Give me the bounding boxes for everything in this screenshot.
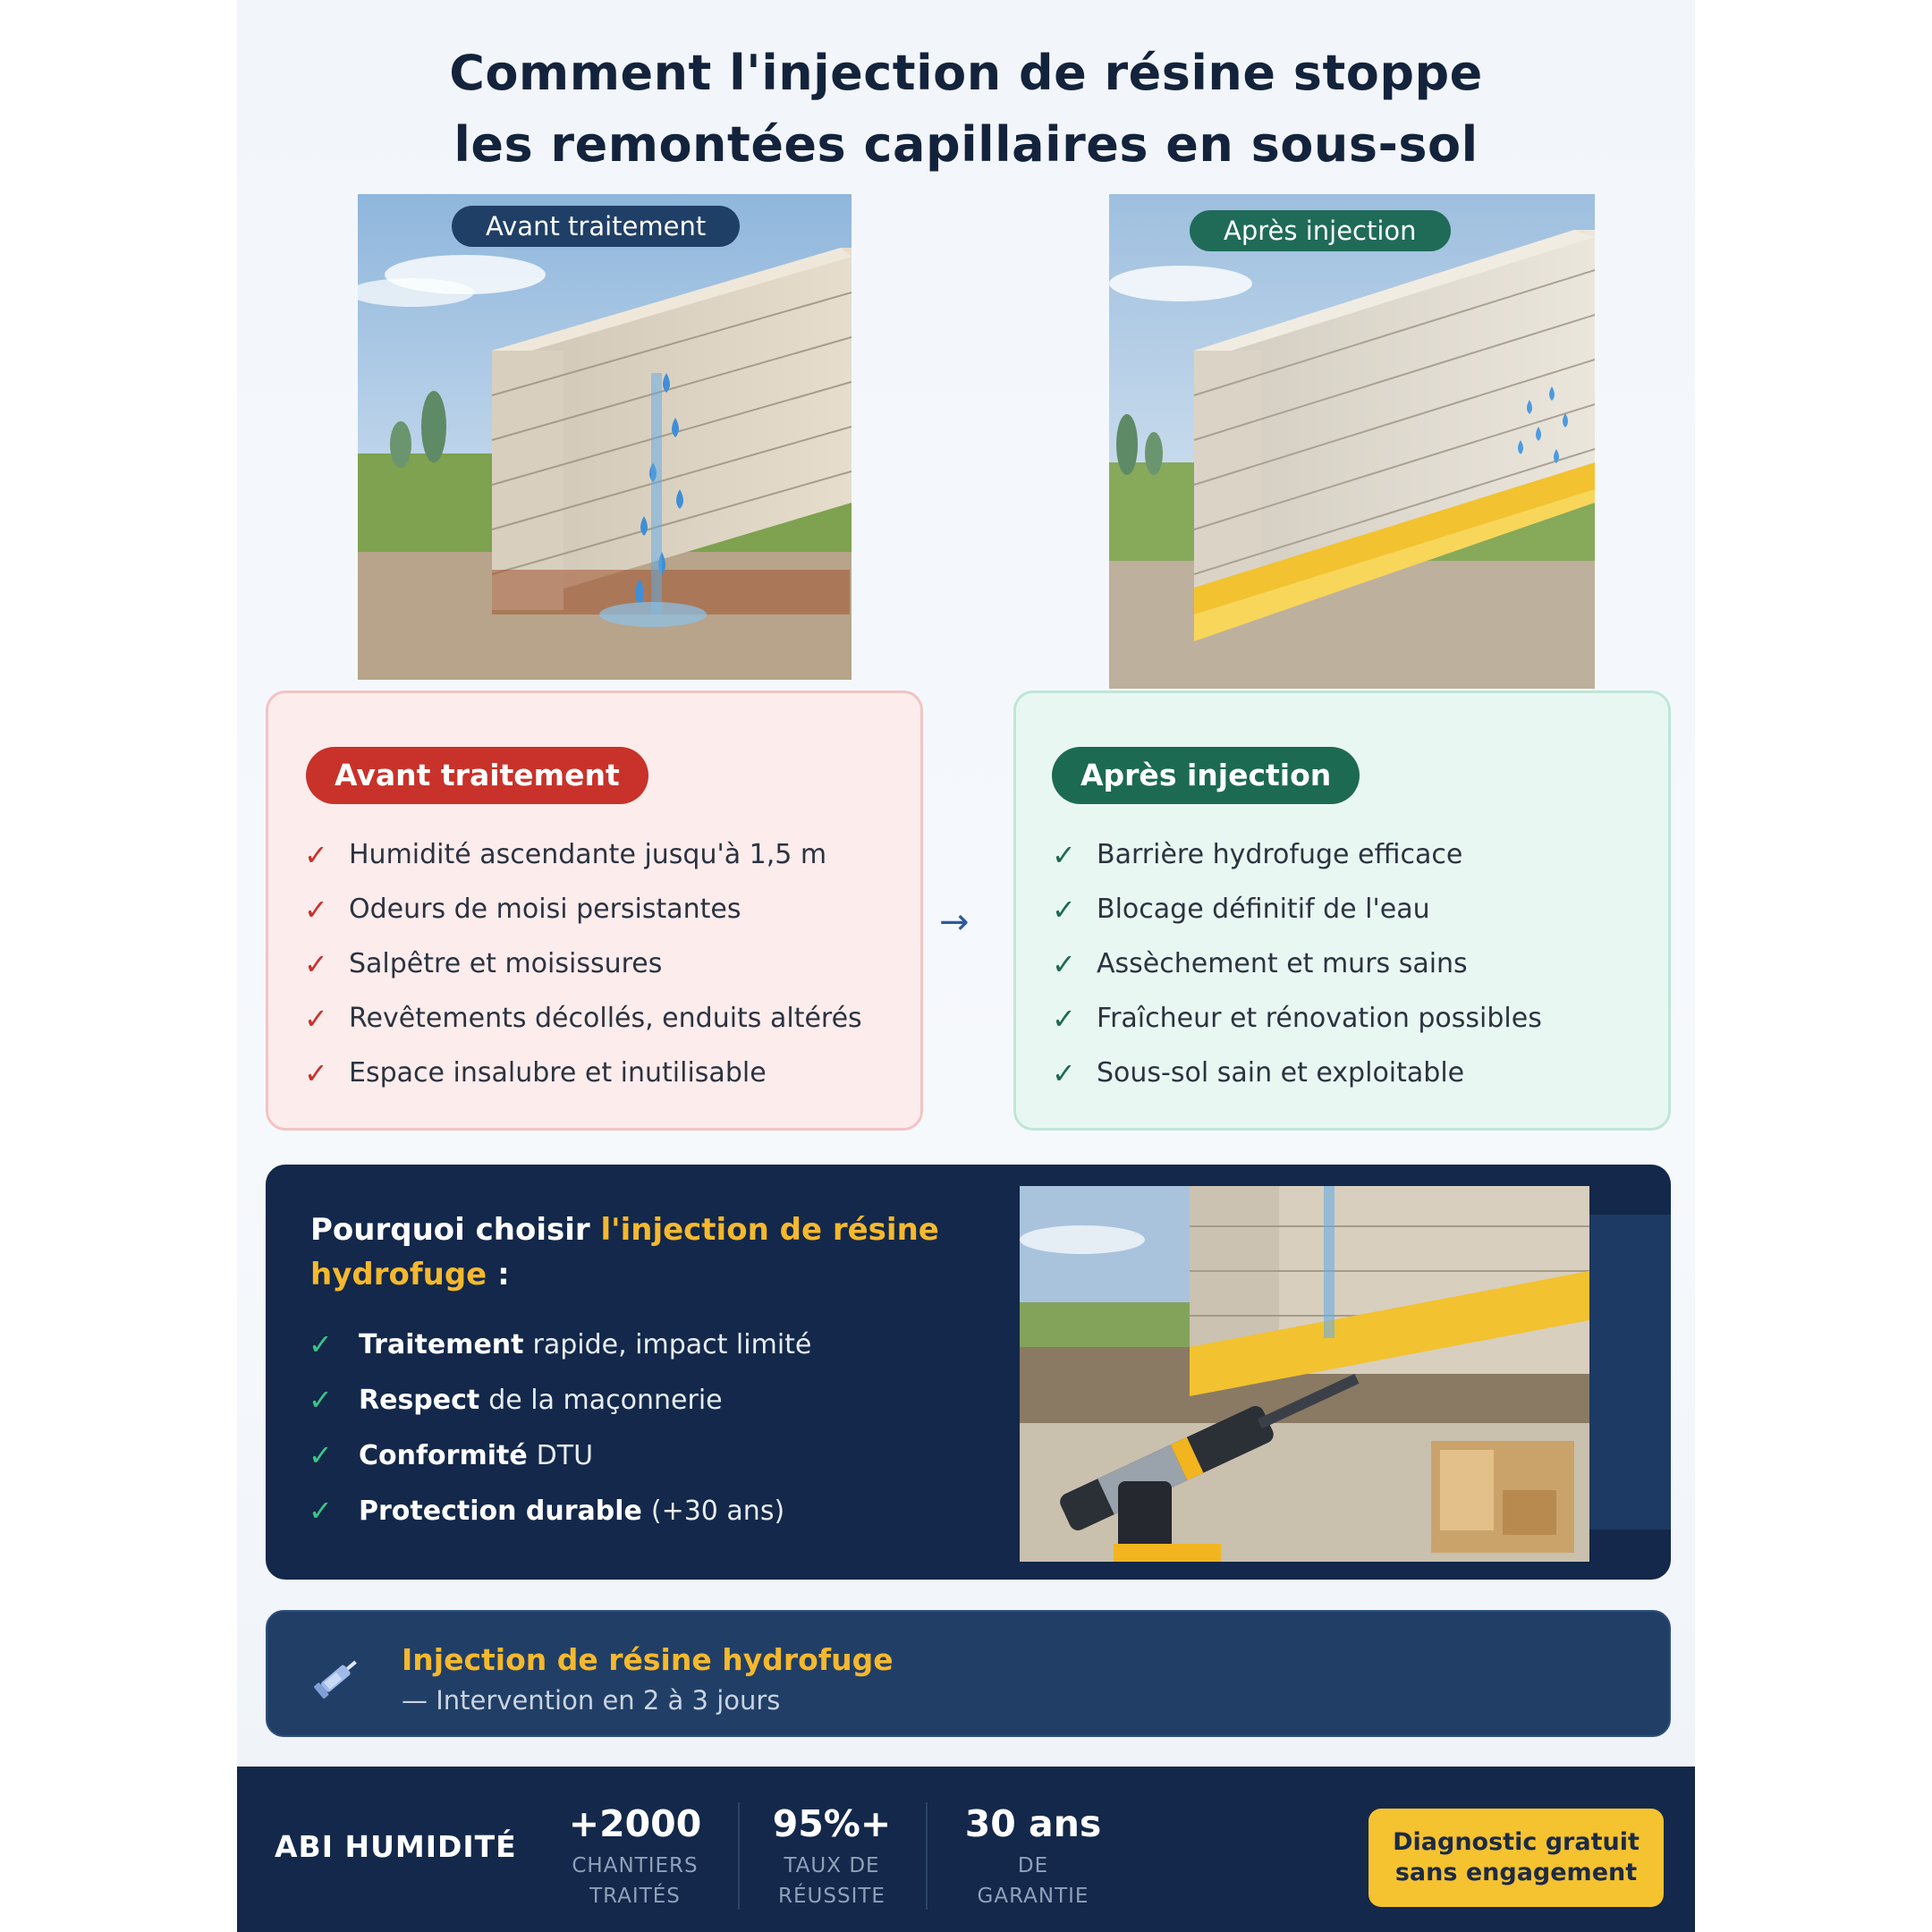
check-icon: ✓	[1052, 892, 1076, 927]
after-benefit-list	[1052, 827, 1542, 1100]
list-item	[309, 1483, 811, 1538]
list-item	[309, 1317, 811, 1372]
list-item-text: Espace insalubre et inutilisable	[349, 1057, 767, 1089]
stat-success-rate	[765, 1802, 899, 1911]
list-item	[1052, 882, 1542, 936]
cta-line: sans engagement	[1394, 1859, 1638, 1886]
list-item-text: Odeurs de moisi persistantes	[349, 894, 741, 925]
why-heading-prefix: Pourquoi choisir	[310, 1212, 601, 1248]
title-line-2: les remontées capillaires en sous-sol	[453, 116, 1479, 173]
check-icon: ✓	[309, 1494, 333, 1528]
why-heading	[310, 1208, 954, 1297]
advantage-strong: Respect	[359, 1384, 480, 1416]
stat-value: 95%+	[772, 1802, 892, 1845]
before-badge: Avant traitement	[306, 747, 648, 804]
list-item-text: Salpêtre et moisissures	[349, 948, 663, 979]
check-icon: ✓	[304, 837, 328, 872]
list-item-text: Assèchement et murs sains	[1097, 948, 1468, 979]
why-heading-highlight: l'injection de résine hydrofuge	[310, 1212, 939, 1292]
check-icon: ✓	[1052, 837, 1076, 872]
arrow-right-icon: →	[939, 902, 970, 943]
cta-line: Diagnostic gratuit	[1393, 1828, 1640, 1856]
after-injection-card	[1013, 691, 1671, 1131]
list-item	[1052, 936, 1542, 991]
stat-divider	[926, 1802, 928, 1910]
banner-subtitle: — Intervention en 2 à 3 jours	[402, 1685, 781, 1716]
injection-banner	[266, 1610, 1671, 1737]
list-item	[309, 1372, 811, 1428]
list-item	[304, 1046, 862, 1100]
check-icon: ✓	[309, 1383, 333, 1417]
stat-label	[568, 1851, 702, 1911]
list-item-text: Sous-sol sain et exploitable	[1097, 1057, 1465, 1089]
after-badge: Après injection	[1052, 747, 1360, 804]
stat-label-line: CHANTIERS	[572, 1854, 699, 1877]
list-item-text: Revêtements décollés, enduits altérés	[349, 1003, 862, 1034]
stat-label	[953, 1851, 1114, 1911]
why-choose-panel	[266, 1165, 1671, 1580]
stat-value: 30 ans	[964, 1802, 1102, 1845]
list-item-text: Blocage définitif de l'eau	[1097, 894, 1430, 925]
list-item	[304, 882, 862, 936]
advantage-strong: Protection durable	[359, 1495, 642, 1527]
wall-before-illustration	[358, 194, 852, 680]
after-illustration-label: Après injection	[1190, 210, 1451, 251]
list-item	[304, 991, 862, 1046]
before-symptom-list	[304, 827, 862, 1100]
before-treatment-card	[266, 691, 923, 1131]
list-item-text: Fraîcheur et rénovation possibles	[1097, 1003, 1542, 1034]
banner-title: Injection de résine hydrofuge	[402, 1642, 894, 1677]
infographic-page	[237, 0, 1695, 1932]
stat-label	[765, 1851, 899, 1911]
stat-label-line: TAUX DE	[784, 1854, 880, 1877]
stat-projects	[568, 1802, 702, 1911]
advantage-text: DTU	[536, 1439, 594, 1471]
injection-tool-illustration	[1020, 1186, 1589, 1562]
list-item-text: Barrière hydrofuge efficace	[1097, 839, 1463, 870]
title-line-1: Comment l'injection de résine stoppe	[449, 45, 1483, 101]
stat-label-line: GARANTIE	[977, 1885, 1089, 1908]
before-illustration-label: Avant traitement	[452, 206, 740, 247]
stat-label-line: DE	[1017, 1854, 1049, 1877]
why-heading-suffix: :	[487, 1257, 510, 1292]
list-item	[1052, 1046, 1542, 1100]
list-item	[304, 827, 862, 882]
check-icon: ✓	[304, 892, 328, 927]
free-diagnosis-button[interactable]	[1368, 1809, 1664, 1907]
list-item	[304, 936, 862, 991]
check-icon: ✓	[304, 946, 328, 981]
check-icon: ✓	[1052, 1055, 1076, 1090]
check-icon: ✓	[304, 1001, 328, 1036]
advantage-text: (+30 ans)	[650, 1495, 785, 1527]
check-icon: ✓	[1052, 1001, 1076, 1036]
stat-divider	[738, 1802, 740, 1910]
list-item	[309, 1428, 811, 1483]
advantage-text: de la maçonnerie	[488, 1384, 723, 1416]
stat-warranty	[953, 1802, 1114, 1911]
check-icon: ✓	[309, 1327, 333, 1361]
wall-after-illustration	[1109, 194, 1595, 689]
stat-label-line: TRAITÉS	[589, 1885, 681, 1908]
brand-name: ABI HUMIDITÉ	[275, 1829, 517, 1864]
advantage-text: rapide, impact limité	[532, 1328, 812, 1360]
footer-bar	[237, 1767, 1695, 1932]
page-title	[237, 38, 1695, 181]
why-advantage-list	[309, 1317, 811, 1538]
check-icon: ✓	[309, 1438, 333, 1472]
advantage-strong: Traitement	[359, 1328, 524, 1360]
list-item-text: Humidité ascendante jusqu'à 1,5 m	[349, 839, 827, 870]
check-icon: ✓	[1052, 946, 1076, 981]
check-icon: ✓	[304, 1055, 328, 1090]
list-item	[1052, 827, 1542, 882]
stat-value: +2000	[568, 1802, 702, 1845]
list-item	[1052, 991, 1542, 1046]
stat-label-line: RÉUSSITE	[778, 1885, 886, 1908]
syringe-icon	[310, 1649, 364, 1703]
advantage-strong: Conformité	[359, 1439, 528, 1471]
